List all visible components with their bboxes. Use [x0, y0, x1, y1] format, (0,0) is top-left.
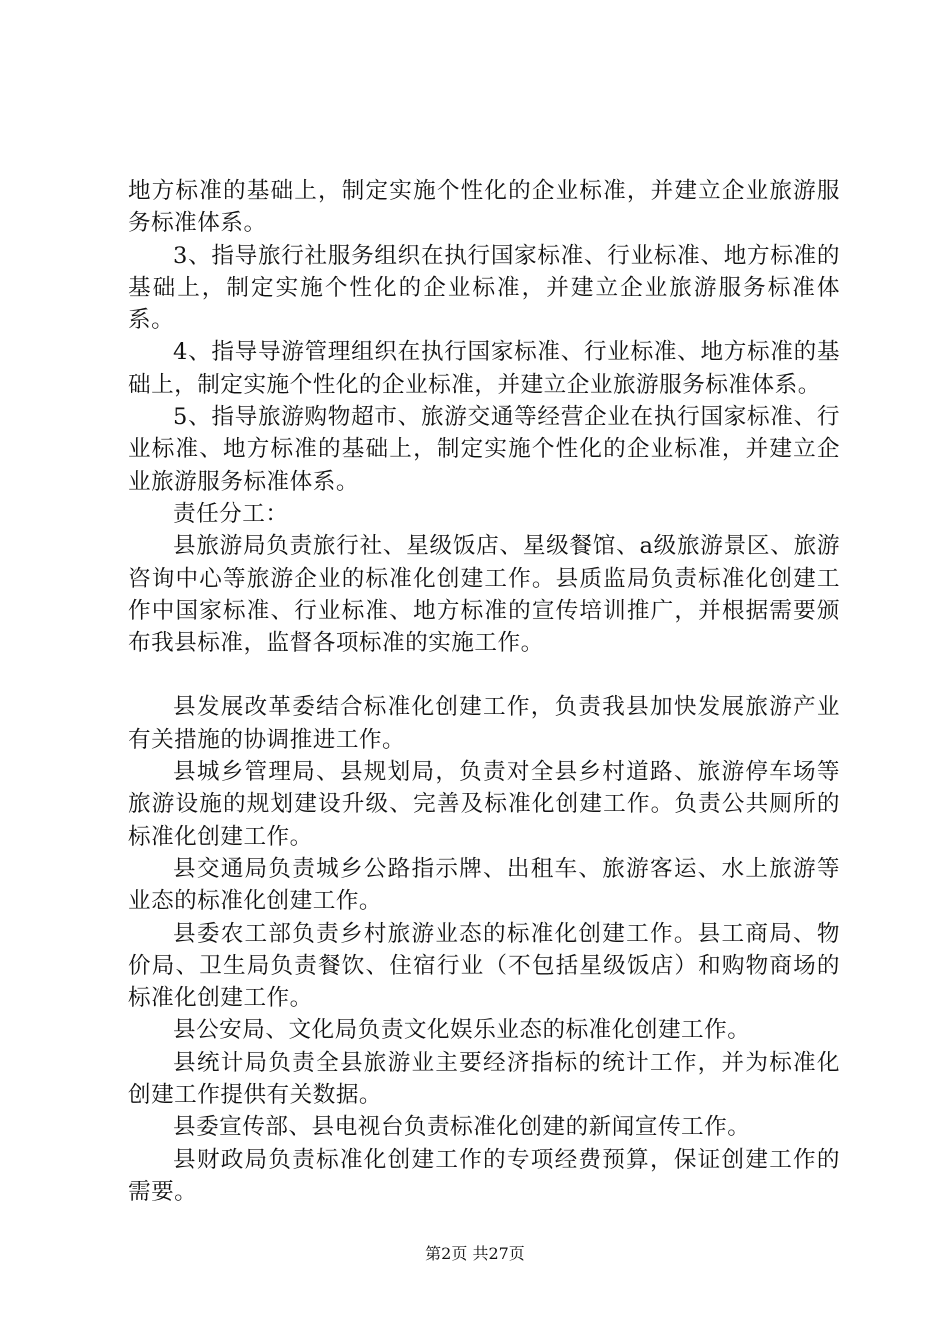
paragraph-item-3: 3、指导旅行社服务组织在执行国家标准、行业标准、地方标准的基础上，制定实施个性化的企业标准，并建立企业旅游服务标准体系。 — [128, 242, 840, 334]
paragraph-statistics: 县统计局负责全县旅游业主要经济指标的统计工作，并为标准化创建工作提供有关数据。 — [128, 1049, 840, 1109]
document-body — [128, 175, 840, 1208]
section-heading-responsibilities: 责任分工： — [173, 500, 289, 527]
paragraph-continuation: 地方标准的基础上，制定实施个性化的企业标准，并建立企业旅游服务标准体系。 — [128, 178, 840, 237]
paragraph-finance: 县财政局负责标准化创建工作的专项经费预算，保证创建工作的需要。 — [128, 1146, 840, 1205]
paragraph-transport: 县交通局负责城乡公路指示牌、出租车、旅游客运、水上旅游等业态的标准化创建工作。 — [128, 855, 840, 915]
paragraph-public-security: 县公安局、文化局负责文化娱乐业态的标准化创建工作。 — [173, 1017, 751, 1044]
paragraph-tourism-bureau: 县旅游局负责旅行社、星级饭店、星级餐馆、a级旅游景区、旅游咨询中心等旅游企业的标准化创建工作。县质监局负责标准化创建工作中国家标准、行业标准、地方标准的宣传培训推广，并根据需要颁布我县标准，监督各项标准的实施工作。 — [128, 533, 840, 657]
paragraph-development-reform: 县发展改革委结合标准化创建工作，负责我县加快发展旅游产业有关措施的协调推进工作。 — [128, 694, 840, 753]
paragraph-urban-rural: 县城乡管理局、县规划局，负责对全县乡村道路、旅游停车场等旅游设施的规划建设升级、完善及标准化创建工作。负责公共厕所的标准化创建工作。 — [128, 759, 840, 850]
paragraph-item-4: 4、指导导游管理组织在执行国家标准、行业标准、地方标准的基础上，制定实施个性化的企业标准，并建立企业旅游服务标准体系。 — [128, 339, 840, 398]
paragraph-item-5: 5、指导旅游购物超市、旅游交通等经营企业在执行国家标准、行业标准、地方标准的基础上，制定实施个性化的企业标准，并建立企业旅游服务标准体系。 — [128, 404, 840, 495]
paragraph-publicity: 县委宣传部、县电视台负责标准化创建的新闻宣传工作。 — [173, 1114, 751, 1141]
paragraph-gap — [128, 659, 840, 691]
page-number: 第2页 共27页 — [425, 1244, 525, 1263]
paragraph-agriculture: 县委农工部负责乡村旅游业态的标准化创建工作。县工商局、物价局、卫生局负责餐饮、住宿行业（不包括星级饭店）和购物商场的标准化创建工作。 — [128, 920, 840, 1012]
page-footer — [0, 1244, 950, 1264]
